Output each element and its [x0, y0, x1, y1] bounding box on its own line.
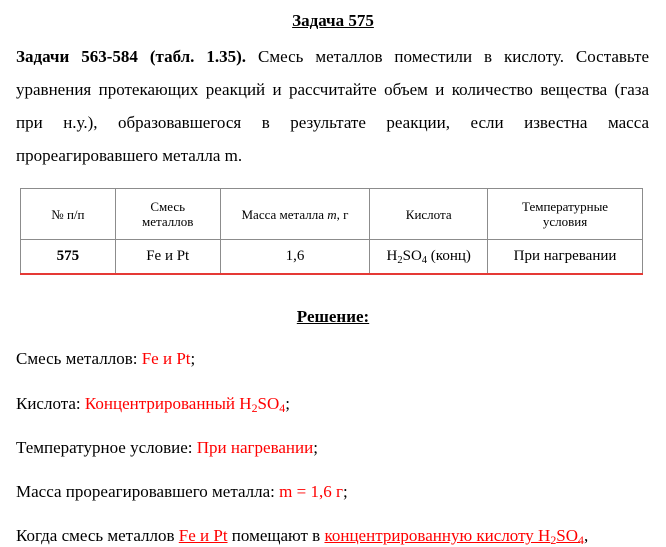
- statement-text: Смесь металлов поместили в кислоту. Составьте уравнения протекающих реакций и рассчитайте объем и количество вещества (газа при н.у.), образовавшегося в результате реакции, если известна масса прореагировавшего металла m.: [16, 47, 649, 165]
- table-row: [21, 240, 643, 275]
- table-header-row: [21, 189, 643, 240]
- acid-value: Концентрированный $H_2SO_4$: [84, 394, 286, 415]
- acid-line: Кислота: Концентрированный $H_2SO_4$;: [16, 394, 290, 415]
- mixture-line: Смесь металлов: Fe и Pt;: [16, 349, 196, 368]
- mass-line: Масса прореагировавшего металла: m = 1,6 г;: [16, 482, 348, 501]
- mass-value: m = 1,6 г: [279, 482, 343, 501]
- solution-title: Решение:: [296, 307, 370, 326]
- conclusion-acid: концентрированную кислоту $H_2SO_4$: [324, 526, 584, 547]
- cell-number: 575: [21, 240, 116, 275]
- temperature-value: При нагревании: [196, 438, 314, 457]
- conclusion-metals: Fe и Pt: [178, 526, 228, 545]
- parameters-table: [20, 188, 643, 275]
- cell-conditions: При нагревании: [488, 240, 643, 275]
- statement-lead: Задачи 563-584 (табл. 1.35).: [16, 47, 247, 66]
- header-mass: Масса металла m, г: [220, 189, 370, 240]
- problem-statement: [16, 40, 649, 172]
- mixture-value: Fe и Pt: [141, 349, 191, 368]
- conclusion-line: Когда смесь металлов Fe и Pt помещают в концентрированную кислоту $H_2SO_4$,: [16, 526, 589, 547]
- cell-mixture: Fe и Pt: [115, 240, 220, 275]
- cell-acid: $H_2SO_4$ (конц): [370, 240, 488, 275]
- temperature-line: Температурное условие: При нагревании;: [16, 438, 318, 457]
- header-temperature: Температурные условия: [488, 189, 643, 240]
- header-mass-symbol: m: [327, 206, 337, 222]
- header-number: № п/п: [21, 189, 116, 240]
- header-acid: Кислота: [370, 189, 488, 240]
- task-title: Задача 575: [292, 11, 374, 30]
- cell-mass: 1,6: [220, 240, 370, 275]
- header-mixture: Смесь металлов: [115, 189, 220, 240]
